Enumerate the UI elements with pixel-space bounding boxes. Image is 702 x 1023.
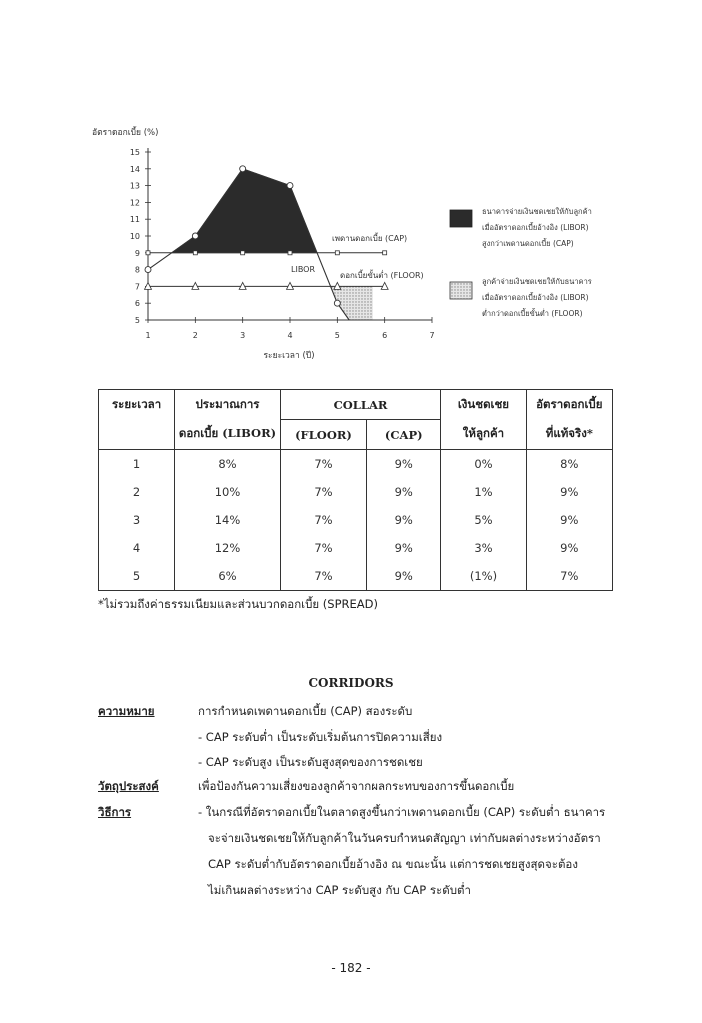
y-tick-label: 5 [134,316,140,325]
plot-area [130,148,435,340]
table-row [99,450,613,479]
legend-client-line-3: ต่ำกว่าดอกเบี้ยขั้นต่ำ (FLOOR) [482,309,583,318]
header-libor-line-2: ดอกเบี้ย (LIBOR) [175,420,281,450]
cell-floor: 7% [280,450,366,479]
libor-line-label: LIBOR [291,265,316,274]
cell-period: 3 [99,506,175,534]
cell-cap: 9% [367,478,441,506]
cell-compensation: 5% [441,506,526,534]
cell-floor: 7% [280,506,366,534]
header-actual-rate-line-2: ที่แท้จริง* [526,420,612,450]
legend [450,207,592,318]
libor-point [287,183,293,189]
y-axis-label: อัตราดอกเบี้ย (%) [92,128,159,138]
y-tick-label: 8 [134,265,140,275]
x-tick-label: 1 [145,331,151,340]
cell-period: 2 [99,478,175,506]
meaning-item: - CAP ระดับสูง เป็นระดับสูงสุดของการชดเชย [198,755,423,769]
cell-libor: 12% [175,534,281,562]
meaning-text: การกำหนดเพดานดอกเบี้ย (CAP) สองระดับ [198,704,413,718]
cell-actual-rate: 9% [526,534,612,562]
table-footnote: *ไม่รวมถึงค่าธรรมเนียมและส่วนบวกดอกเบี้ย (SPREAD) [98,597,378,611]
table-row [99,562,613,591]
libor-point [192,233,198,239]
cell-cap: 9% [367,450,441,479]
y-tick-label: 7 [134,282,140,292]
table-subheader-row [99,420,613,450]
header-actual-rate-line-1: อัตราดอกเบี้ย [526,390,612,420]
cap-point [241,251,245,255]
floor-line-label: ดอกเบี้ยขั้นต่ำ (FLOOR) [340,271,424,280]
y-tick-label: 6 [134,299,140,309]
objective-text: เพื่อป้องกันความเสี่ยงของลูกค้าจากผลกระทบของการขึ้นดอกเบี้ย [198,779,515,793]
legend-bank-line-2: เมื่ออัตราดอกเบี้ยอ้างอิง (LIBOR) [482,223,589,232]
cap-point [383,251,387,255]
cell-floor: 7% [280,534,366,562]
legend-swatch-bank-pays [450,210,472,227]
header-period: ระยะเวลา [99,390,175,420]
legend-swatch-client-pays [450,282,472,299]
libor-point [334,300,340,306]
cap-line-label: เพดานดอกเบี้ย (CAP) [332,234,408,243]
legend-client-line-1: ลูกค้าจ่ายเงินชดเชยให้กับธนาคาร [482,277,592,286]
interest-rate-chart [88,118,608,378]
libor-point [145,267,151,273]
page-number: - 182 - [331,961,371,975]
x-tick-label: 2 [192,331,198,340]
y-tick-label: 14 [129,164,140,174]
cell-floor: 7% [280,478,366,506]
x-tick-label: 3 [240,331,246,340]
cell-libor: 10% [175,478,281,506]
cell-cap: 9% [367,534,441,562]
header-cap: (CAP) [367,420,441,450]
y-tick-label: 9 [134,248,140,258]
shaded-area-bank-pays [172,169,317,253]
cell-compensation: 3% [441,534,526,562]
table-row [99,534,613,562]
x-tick-label: 7 [429,331,435,340]
header-collar: COLLAR [280,390,440,420]
method-line: - ในกรณีที่อัตราดอกเบี้ยในตลาดสูงขึ้นกว่าเพดานดอกเบี้ย (CAP) ระดับต่ำ ธนาคาร [198,805,606,819]
x-tick-label: 5 [334,331,340,340]
corridors-title: CORRIDORS [308,676,394,690]
y-tick-label: 12 [129,198,140,208]
meaning-item: - CAP ระดับต่ำ เป็นระดับเริ่มต้นการปิดความเสี่ยง [198,730,443,744]
legend-client-line-2: เมื่ออัตราดอกเบี้ยอ้างอิง (LIBOR) [482,293,589,302]
collar-table [98,389,613,591]
cap-point [335,251,339,255]
cell-libor: 6% [175,562,281,591]
cap-point [193,251,197,255]
method-line: ไม่เกินผลต่างระหว่าง CAP ระดับสูง กับ CAP ระดับต่ำ [208,883,471,897]
libor-point [240,166,246,172]
cell-period: 5 [99,562,175,591]
legend-bank-line-1: ธนาคารจ่ายเงินชดเชยให้กับลูกค้า [482,207,592,216]
objective-label: วัตถุประสงค์ [98,779,159,793]
method-line: CAP ระดับต่ำกับอัตราดอกเบี้ยอ้างอิง ณ ขณะนั้น แต่การชดเชยสูงสุดจะต้อง [208,857,578,871]
x-tick-label: 6 [382,331,388,340]
cell-compensation: 0% [441,450,526,479]
cap-point [288,251,292,255]
cell-period: 1 [99,450,175,479]
header-compensation-line-1: เงินชดเชย [441,390,526,420]
cell-actual-rate: 9% [526,478,612,506]
y-tick-label: 10 [129,232,140,241]
x-tick-label: 4 [287,331,293,340]
header-period-blank [99,420,175,450]
y-tick-label: 11 [129,215,140,225]
header-floor: (FLOOR) [280,420,366,450]
method-label: วิธีการ [98,805,132,819]
cell-actual-rate: 9% [526,506,612,534]
table-row [99,506,613,534]
meaning-label: ความหมาย [98,704,155,718]
legend-bank-line-3: สูงกว่าเพดานดอกเบี้ย (CAP) [482,239,574,248]
x-axis-label: ระยะเวลา (ปี) [263,351,315,361]
header-compensation-line-2: ให้ลูกค้า [441,420,526,450]
cell-libor: 14% [175,506,281,534]
y-tick-label: 13 [129,181,140,191]
cell-compensation: (1%) [441,562,526,591]
y-tick-label: 15 [129,148,140,157]
header-libor-line-1: ประมาณการ [175,390,281,420]
table-header-row [99,390,613,420]
cell-cap: 9% [367,506,441,534]
cell-compensation: 1% [441,478,526,506]
cell-period: 4 [99,534,175,562]
cell-cap: 9% [367,562,441,591]
cell-actual-rate: 8% [526,450,612,479]
method-line: จะจ่ายเงินชดเชยให้กับลูกค้าในวันครบกำหนดสัญญา เท่ากับผลต่างระหว่างอัตรา [208,831,601,845]
cap-point [146,251,150,255]
cell-actual-rate: 7% [526,562,612,591]
cell-libor: 8% [175,450,281,479]
cell-floor: 7% [280,562,366,591]
table-row [99,478,613,506]
